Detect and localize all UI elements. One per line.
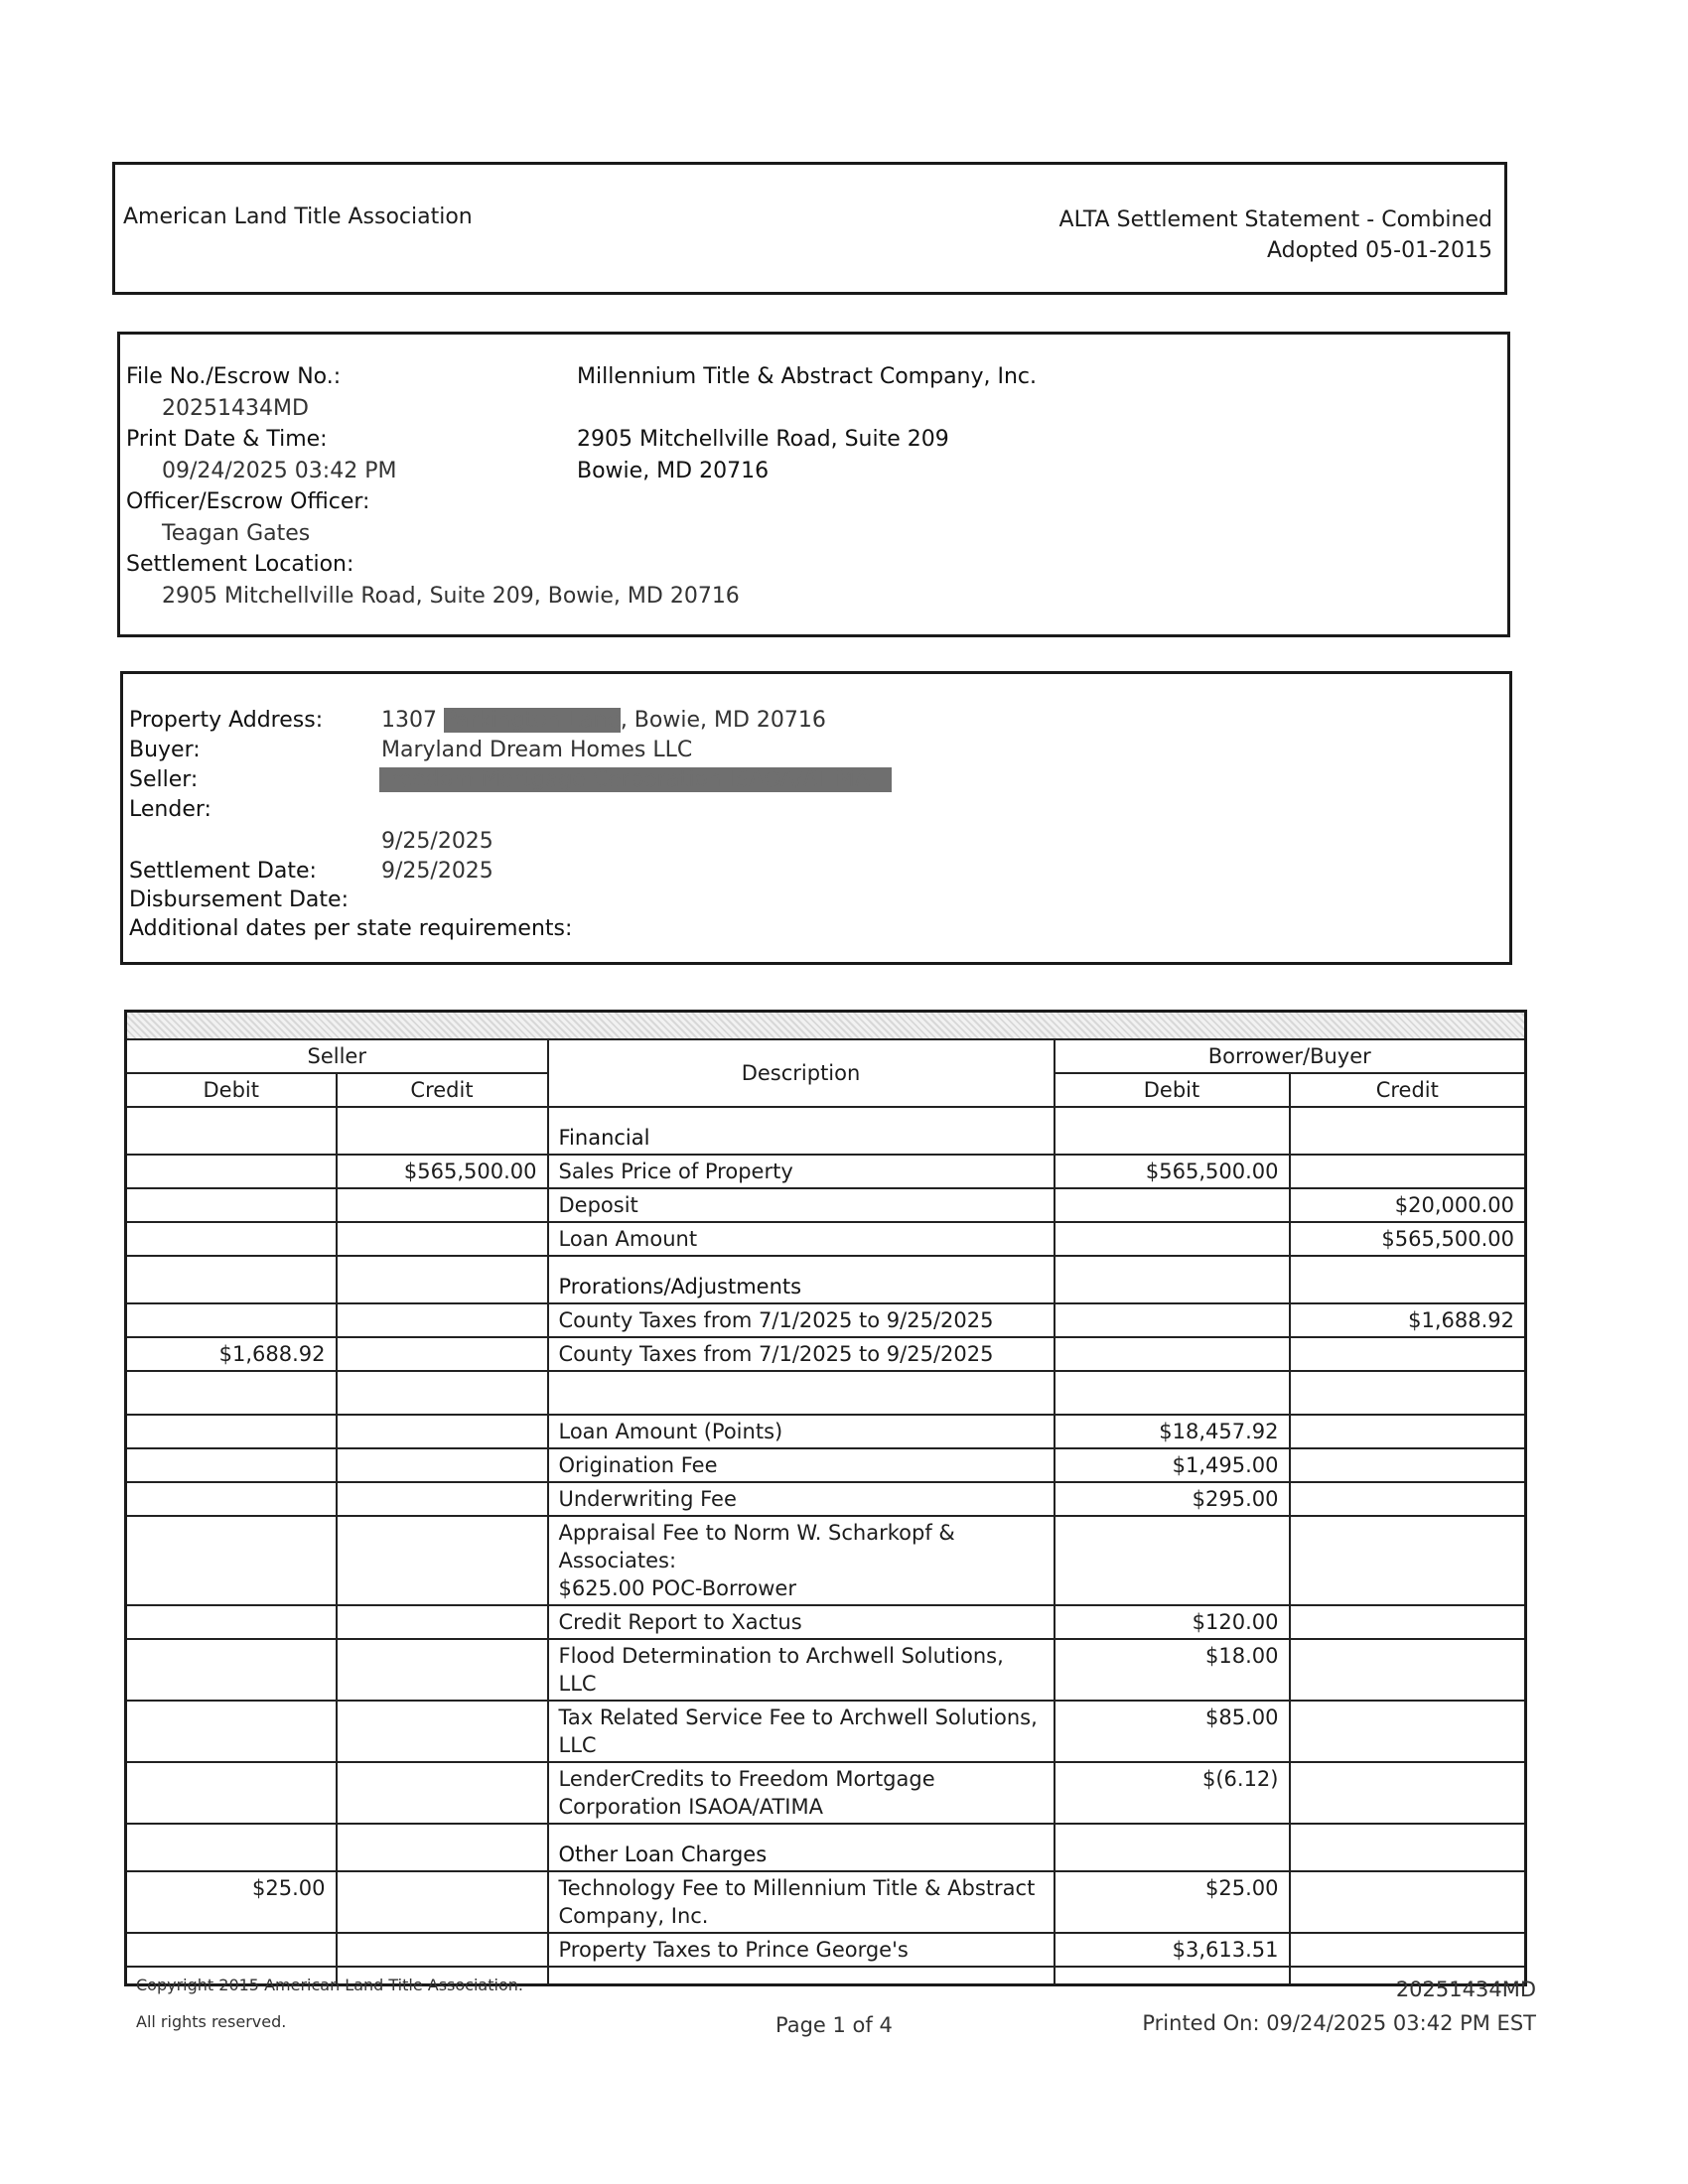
borrower-credit-cell <box>1290 1415 1526 1448</box>
buyer-value: Maryland Dream Homes LLC <box>381 738 693 762</box>
officer-value: Teagan Gates <box>162 521 311 546</box>
seller-debit-cell: $25.00 <box>126 1871 337 1933</box>
borrower-debit-cell <box>1055 1824 1290 1871</box>
seller-credit-cell <box>337 1824 548 1871</box>
borrower-debit-cell <box>1055 1256 1290 1303</box>
seller-debit-cell <box>126 1933 337 1967</box>
settlement-date-label: Settlement Date: <box>129 859 317 884</box>
borrower-credit-cell <box>1290 1933 1526 1967</box>
borrower-debit-cell: $25.00 <box>1055 1871 1290 1933</box>
address-redacted: Parkington Lane <box>444 708 621 733</box>
seller-credit-cell <box>337 1933 548 1967</box>
footer-printed-on: Printed On: 09/24/2025 03:42 PM EST <box>1142 2011 1536 2035</box>
seller-debit-cell <box>126 1415 337 1448</box>
line-item-row <box>126 1762 1526 1824</box>
description-text: Loan Amount <box>558 1227 698 1251</box>
seller-debit-cell <box>126 1639 337 1701</box>
company-address-line1: 2905 Mitchellville Road, Suite 209 <box>577 427 949 452</box>
location-label: Settlement Location: <box>126 552 354 577</box>
seller-credit-cell <box>337 1107 548 1155</box>
settlement-date-value: 9/25/2025 <box>381 859 493 884</box>
line-item-row <box>126 1516 1526 1605</box>
borrower-debit-cell: $1,495.00 <box>1055 1448 1290 1482</box>
seller-credit-cell <box>337 1605 548 1639</box>
borrower-credit-cell: $20,000.00 <box>1290 1188 1526 1222</box>
shade-band <box>127 1013 1524 1038</box>
footer-page-number: Page 1 of 4 <box>775 2013 893 2037</box>
section-row <box>126 1256 1526 1303</box>
line-item-row <box>126 1415 1526 1448</box>
seller-value-redacted: Freedom Mortgage Corporation ISAOA/ATIMA <box>379 767 892 792</box>
file-no-label: File No./Escrow No.: <box>126 364 342 389</box>
description-cell <box>548 1337 1055 1371</box>
description-text: Credit Report to Xactus <box>558 1610 802 1634</box>
borrower-debit-cell: $18.00 <box>1055 1639 1290 1701</box>
borrower-credit-cell <box>1290 1871 1526 1933</box>
borrower-debit-cell <box>1055 1516 1290 1605</box>
section-title-cell <box>548 1256 1055 1303</box>
borrower-credit-cell <box>1290 1701 1526 1762</box>
borrower-debit-cell: $85.00 <box>1055 1701 1290 1762</box>
doc-title-block <box>1059 205 1492 266</box>
borrower-debit-cell: $120.00 <box>1055 1605 1290 1639</box>
line-item-row <box>126 1605 1526 1639</box>
address-city: , Bowie, MD 20716 <box>620 708 826 733</box>
org-name: American Land Title Association <box>123 205 473 229</box>
seller-debit-cell <box>126 1107 337 1155</box>
section-row <box>126 1824 1526 1871</box>
description-text: Loan Amount (Points) <box>558 1420 783 1443</box>
seller-credit-cell: $565,500.00 <box>337 1155 548 1188</box>
seller-credit-cell <box>337 1256 548 1303</box>
line-item-row <box>126 1639 1526 1701</box>
borrower-credit-header: Credit <box>1290 1073 1526 1107</box>
seller-header: Seller <box>126 1039 548 1073</box>
seller-debit-cell: $1,688.92 <box>126 1337 337 1371</box>
line-item-row <box>126 1155 1526 1188</box>
borrower-credit-cell <box>1290 1107 1526 1155</box>
seller-credit-cell <box>337 1639 548 1701</box>
lender-label: Lender: <box>129 797 211 822</box>
description-cell <box>548 1303 1055 1337</box>
borrower-credit-cell <box>1290 1762 1526 1824</box>
seller-debit-header: Debit <box>126 1073 337 1107</box>
borrower-debit-header: Debit <box>1055 1073 1290 1107</box>
line-item-row <box>126 1303 1526 1337</box>
borrower-debit-cell <box>1055 1188 1290 1222</box>
description-cell <box>548 1188 1055 1222</box>
seller-debit-cell <box>126 1605 337 1639</box>
footer-rights: All rights reserved. <box>136 2012 287 2031</box>
header-box <box>112 162 1507 295</box>
description-text: County Taxes from 7/1/2025 to 9/25/2025 <box>558 1342 994 1366</box>
blank-cell <box>548 1371 1055 1415</box>
seller-credit-cell <box>337 1415 548 1448</box>
seller-debit-cell <box>126 1155 337 1188</box>
description-text: Underwriting Fee <box>558 1487 737 1511</box>
blank-row <box>126 1371 1526 1415</box>
seller-credit-cell <box>337 1337 548 1371</box>
seller-credit-cell <box>337 1222 548 1256</box>
description-text: County Taxes from 7/1/2025 to 9/25/2025 <box>558 1308 994 1332</box>
description-cell <box>548 1871 1055 1933</box>
additional-dates-label: Additional dates per state requirements: <box>129 916 573 941</box>
seller-credit-cell <box>337 1871 548 1933</box>
description-cell <box>548 1605 1055 1639</box>
borrower-credit-cell <box>1290 1155 1526 1188</box>
line-item-row <box>126 1482 1526 1516</box>
borrower-credit-cell <box>1290 1824 1526 1871</box>
borrower-debit-cell: $565,500.00 <box>1055 1155 1290 1188</box>
section-row <box>126 1107 1526 1155</box>
seller-credit-cell <box>337 1762 548 1824</box>
seller-debit-cell <box>126 1516 337 1605</box>
seller-credit-cell <box>337 1482 548 1516</box>
adopted-date: Adopted 05-01-2015 <box>1266 238 1492 263</box>
description-cell <box>548 1933 1055 1967</box>
description-cell <box>548 1639 1055 1701</box>
footer-file-no: 20251434MD <box>1395 1978 1536 2001</box>
section-title: Financial <box>558 1126 650 1150</box>
section-title: Other Loan Charges <box>558 1843 768 1866</box>
location-value: 2905 Mitchellville Road, Suite 209, Bowie, MD 20716 <box>162 584 740 609</box>
blank-cell <box>337 1371 548 1415</box>
file-no-value: 20251434MD <box>162 396 309 421</box>
borrower-credit-cell: $565,500.00 <box>1290 1222 1526 1256</box>
settlement-table-body <box>126 1012 1526 1985</box>
borrower-credit-cell <box>1290 1448 1526 1482</box>
blank-cell <box>1055 1967 1290 1985</box>
blank-cell <box>1055 1371 1290 1415</box>
line-item-row <box>126 1337 1526 1371</box>
description-text: Technology Fee to Millennium Title & Abstract Company, Inc. <box>558 1876 1036 1928</box>
seller-debit-cell <box>126 1256 337 1303</box>
description-cell <box>548 1482 1055 1516</box>
description-cell <box>548 1222 1055 1256</box>
description-text: Sales Price of Property <box>558 1160 793 1183</box>
seller-debit-cell <box>126 1701 337 1762</box>
line-item-row <box>126 1871 1526 1933</box>
description-cell <box>548 1415 1055 1448</box>
borrower-credit-cell <box>1290 1256 1526 1303</box>
file-info-box <box>117 332 1510 637</box>
address-number: 1307 <box>381 708 437 733</box>
seller-debit-cell <box>126 1448 337 1482</box>
line-item-row <box>126 1188 1526 1222</box>
description-text: Flood Determination to Archwell Solutions, LLC <box>558 1644 1004 1696</box>
borrower-credit-cell <box>1290 1516 1526 1605</box>
disbursement-date-label: Disbursement Date: <box>129 887 349 912</box>
seller-credit-cell <box>337 1448 548 1482</box>
description-text: Origination Fee <box>558 1453 718 1477</box>
borrower-credit-cell <box>1290 1482 1526 1516</box>
line-item-row <box>126 1701 1526 1762</box>
seller-debit-cell <box>126 1188 337 1222</box>
seller-debit-cell <box>126 1482 337 1516</box>
buyer-label: Buyer: <box>129 738 201 762</box>
seller-credit-cell <box>337 1188 548 1222</box>
description-cell <box>548 1701 1055 1762</box>
property-address-label: Property Address: <box>129 708 324 733</box>
seller-credit-cell <box>337 1701 548 1762</box>
description-header: Description <box>548 1039 1055 1107</box>
borrower-credit-cell <box>1290 1639 1526 1701</box>
section-title: Prorations/Adjustments <box>558 1275 802 1298</box>
line-item-row <box>126 1448 1526 1482</box>
borrower-debit-cell: $3,613.51 <box>1055 1933 1290 1967</box>
blank-cell <box>1290 1371 1526 1415</box>
shade-row <box>126 1012 1526 1040</box>
description-note: $625.00 POC-Borrower <box>558 1576 796 1600</box>
seller-label: Seller: <box>129 767 199 792</box>
description-cell <box>548 1516 1055 1605</box>
description-text: Deposit <box>558 1193 638 1217</box>
description-cell <box>548 1448 1055 1482</box>
print-date-value: 09/24/2025 03:42 PM <box>162 459 397 483</box>
borrower-credit-cell <box>1290 1605 1526 1639</box>
borrower-debit-cell <box>1055 1107 1290 1155</box>
settlement-table <box>124 1010 1527 1986</box>
doc-title: ALTA Settlement Statement - Combined <box>1058 207 1492 232</box>
borrower-debit-cell <box>1055 1337 1290 1371</box>
seller-debit-cell <box>126 1762 337 1824</box>
company-name: Millennium Title & Abstract Company, Inc. <box>577 364 1038 389</box>
borrower-credit-cell <box>1290 1337 1526 1371</box>
seller-credit-header: Credit <box>337 1073 548 1107</box>
description-cell <box>548 1762 1055 1824</box>
description-cell <box>548 1155 1055 1188</box>
line-item-row <box>126 1933 1526 1967</box>
footer-copyright: Copyright 2015 American Land Title Association. <box>136 1976 523 1994</box>
blank-cell <box>126 1371 337 1415</box>
blank-cell <box>548 1967 1055 1985</box>
seller-debit-cell <box>126 1303 337 1337</box>
print-date-label: Print Date & Time: <box>126 427 328 452</box>
borrower-debit-cell: $(6.12) <box>1055 1762 1290 1824</box>
borrower-debit-cell: $295.00 <box>1055 1482 1290 1516</box>
group-header-row <box>126 1039 1526 1073</box>
description-text: Tax Related Service Fee to Archwell Solutions, LLC <box>558 1706 1038 1757</box>
officer-label: Officer/Escrow Officer: <box>126 489 370 514</box>
borrower-credit-cell: $1,688.92 <box>1290 1303 1526 1337</box>
seller-debit-cell <box>126 1222 337 1256</box>
description-text: Property Taxes to Prince George's <box>558 1938 909 1962</box>
borrower-debit-cell <box>1055 1222 1290 1256</box>
section-title-cell <box>548 1107 1055 1155</box>
seller-debit-cell <box>126 1824 337 1871</box>
property-box <box>120 671 1512 965</box>
seller-credit-cell <box>337 1516 548 1605</box>
description-text: Appraisal Fee to Norm W. Scharkopf & Associates: <box>558 1521 955 1572</box>
borrower-debit-cell <box>1055 1303 1290 1337</box>
company-address-line2: Bowie, MD 20716 <box>577 459 770 483</box>
property-address-value <box>381 708 826 733</box>
section-title-cell <box>548 1824 1055 1871</box>
borrower-debit-cell: $18,457.92 <box>1055 1415 1290 1448</box>
line-item-row <box>126 1222 1526 1256</box>
description-text: LenderCredits to Freedom Mortgage Corporation ISAOA/ATIMA <box>558 1767 935 1819</box>
settlement-date-1: 9/25/2025 <box>381 829 493 854</box>
seller-credit-cell <box>337 1303 548 1337</box>
borrower-header: Borrower/Buyer <box>1055 1039 1526 1073</box>
